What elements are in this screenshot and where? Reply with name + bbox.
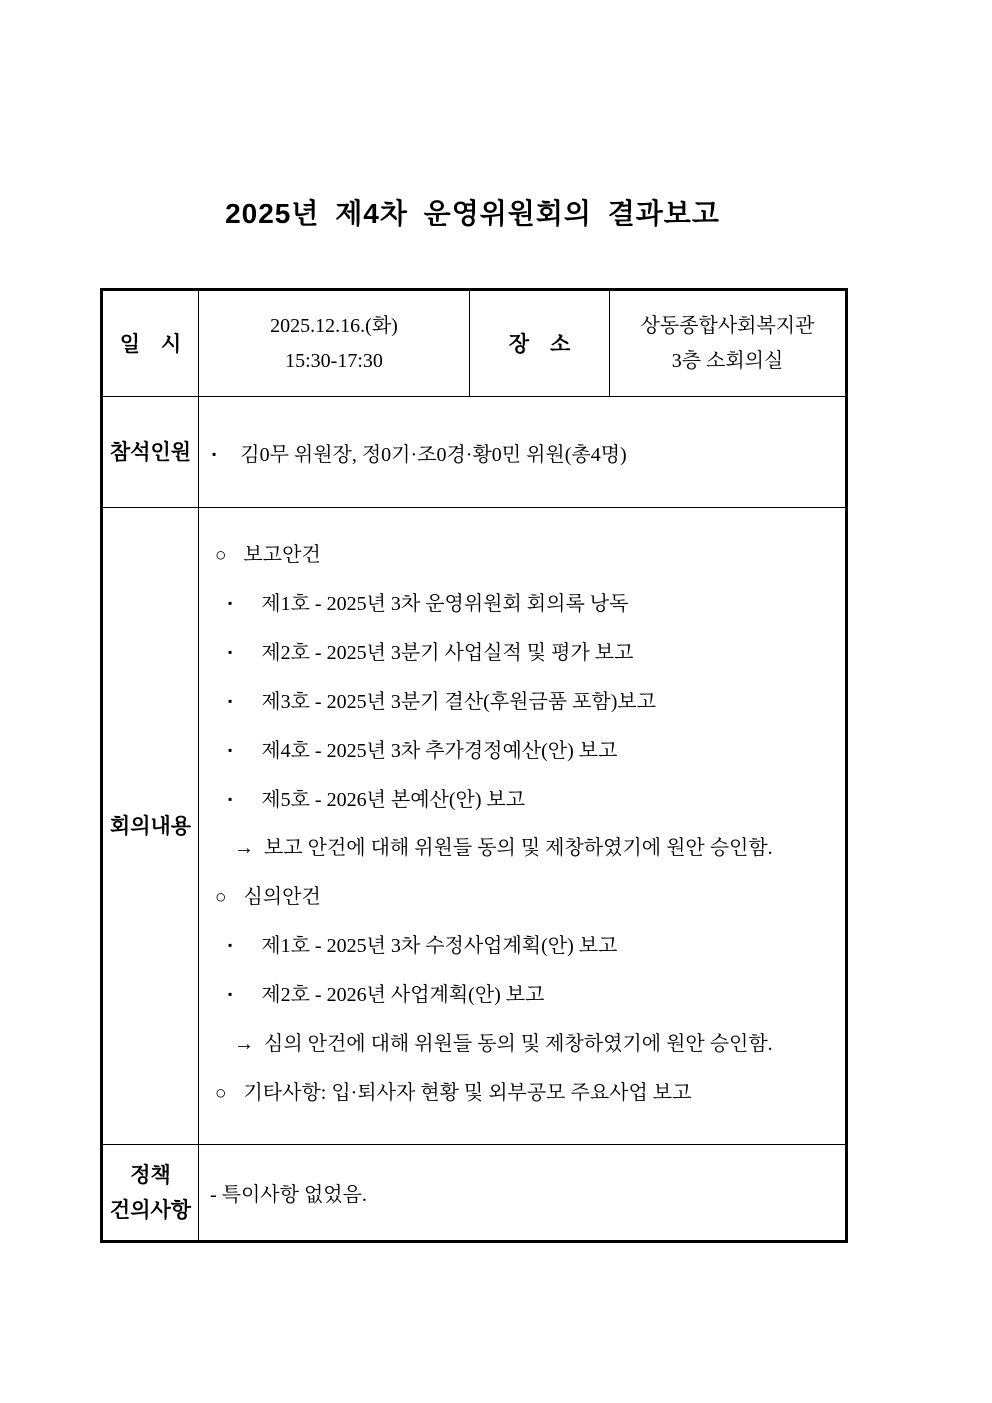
minutes-line-text: 제2호 - 2026년 사업계획(안) 보고 [261, 984, 545, 1007]
minutes-line [207, 636, 837, 665]
minutes-line-text: 심의 안건에 대해 위원들 동의 및 제창하였기에 원안 승인함. [264, 1033, 773, 1056]
minutes-lines [199, 508, 845, 1139]
minutes-line-text: 제1호 - 2025년 3차 수정사업계획(안) 보고 [261, 935, 618, 958]
minutes-line-text: 기타사항: 입·퇴사자 현황 및 외부공모 주요사업 보고 [243, 1082, 692, 1105]
policy-value [199, 1145, 847, 1242]
datetime-time: 15:30-17:30 [285, 349, 383, 372]
minutes-line [207, 783, 837, 812]
minutes-line [207, 1027, 837, 1056]
arrow-right-icon: → [234, 1033, 254, 1056]
row-attendees [102, 397, 847, 508]
minutes-line [207, 831, 837, 860]
minutes-line-text: 제1호 - 2025년 3차 운영위원회 회의록 낭독 [261, 592, 629, 615]
policy-label-line2: 건의사항 [109, 1197, 192, 1222]
attendees-label: 참석인원 [102, 397, 199, 508]
minutes-line [207, 929, 837, 958]
minutes-line [207, 538, 837, 567]
place-value [610, 290, 847, 397]
place-name: 상동종합사회복지관 [640, 314, 815, 337]
minutes-line-text: 제2호 - 2025년 3분기 사업실적 및 평가 보고 [261, 641, 634, 664]
circle-bullet-icon: ○ [215, 1083, 227, 1105]
row-datetime-place [102, 290, 847, 397]
attendees-value [199, 397, 847, 508]
circle-bullet-icon: ○ [215, 544, 227, 566]
datetime-value [199, 290, 470, 397]
square-bullet-icon: ▪ [228, 595, 233, 610]
square-bullet-icon: ▪ [228, 644, 233, 659]
minutes-line-text: 심의안건 [243, 886, 321, 909]
square-bullet-icon: ▪ [228, 987, 233, 1002]
page-title: 2025년 제4차 운영위원회의 결과보고 [225, 198, 720, 229]
square-bullet-icon: ▪ [228, 742, 233, 757]
policy-label [102, 1145, 199, 1242]
minutes-line-text: 제4호 - 2025년 3차 추가경정예산(안) 보고 [261, 739, 618, 762]
minutes-line [207, 1076, 837, 1105]
square-bullet-icon: ▪ [228, 791, 233, 806]
datetime-label: 일 시 [102, 290, 199, 397]
place-label: 장 소 [470, 290, 610, 397]
contents-value [199, 508, 847, 1145]
meeting-report-table [100, 288, 848, 1243]
minutes-line [207, 880, 837, 909]
minutes-line-text: 제5호 - 2026년 본예산(안) 보고 [261, 788, 526, 811]
row-contents [102, 508, 847, 1145]
place-room: 3층 소회의실 [671, 349, 784, 372]
minutes-line [207, 587, 837, 616]
minutes-line [207, 734, 837, 763]
policy-text: - 특이사항 없었음. [210, 1184, 367, 1206]
arrow-right-icon: → [234, 837, 254, 860]
row-policy [102, 1145, 847, 1242]
square-bullet-icon: ▪ [228, 693, 233, 708]
contents-label: 회의내용 [102, 508, 199, 1145]
minutes-line-text: 보고 안건에 대해 위원들 동의 및 제창하였기에 원안 승인함. [264, 837, 773, 860]
square-bullet-icon: ▪ [228, 938, 233, 953]
attendees-text: 김0무 위원장, 정0기·조0경·황0민 위원(총4명) [240, 443, 627, 466]
minutes-line [207, 685, 837, 714]
policy-label-line1: 정책 [130, 1162, 171, 1187]
minutes-line-text: 보고안건 [243, 543, 321, 566]
square-bullet-icon: ▪ [212, 446, 217, 461]
datetime-date: 2025.12.16.(화) [270, 314, 398, 337]
circle-bullet-icon: ○ [215, 887, 227, 909]
minutes-line [207, 978, 837, 1007]
minutes-line-text: 제3호 - 2025년 3분기 결산(후원금품 포함)보고 [261, 690, 657, 713]
